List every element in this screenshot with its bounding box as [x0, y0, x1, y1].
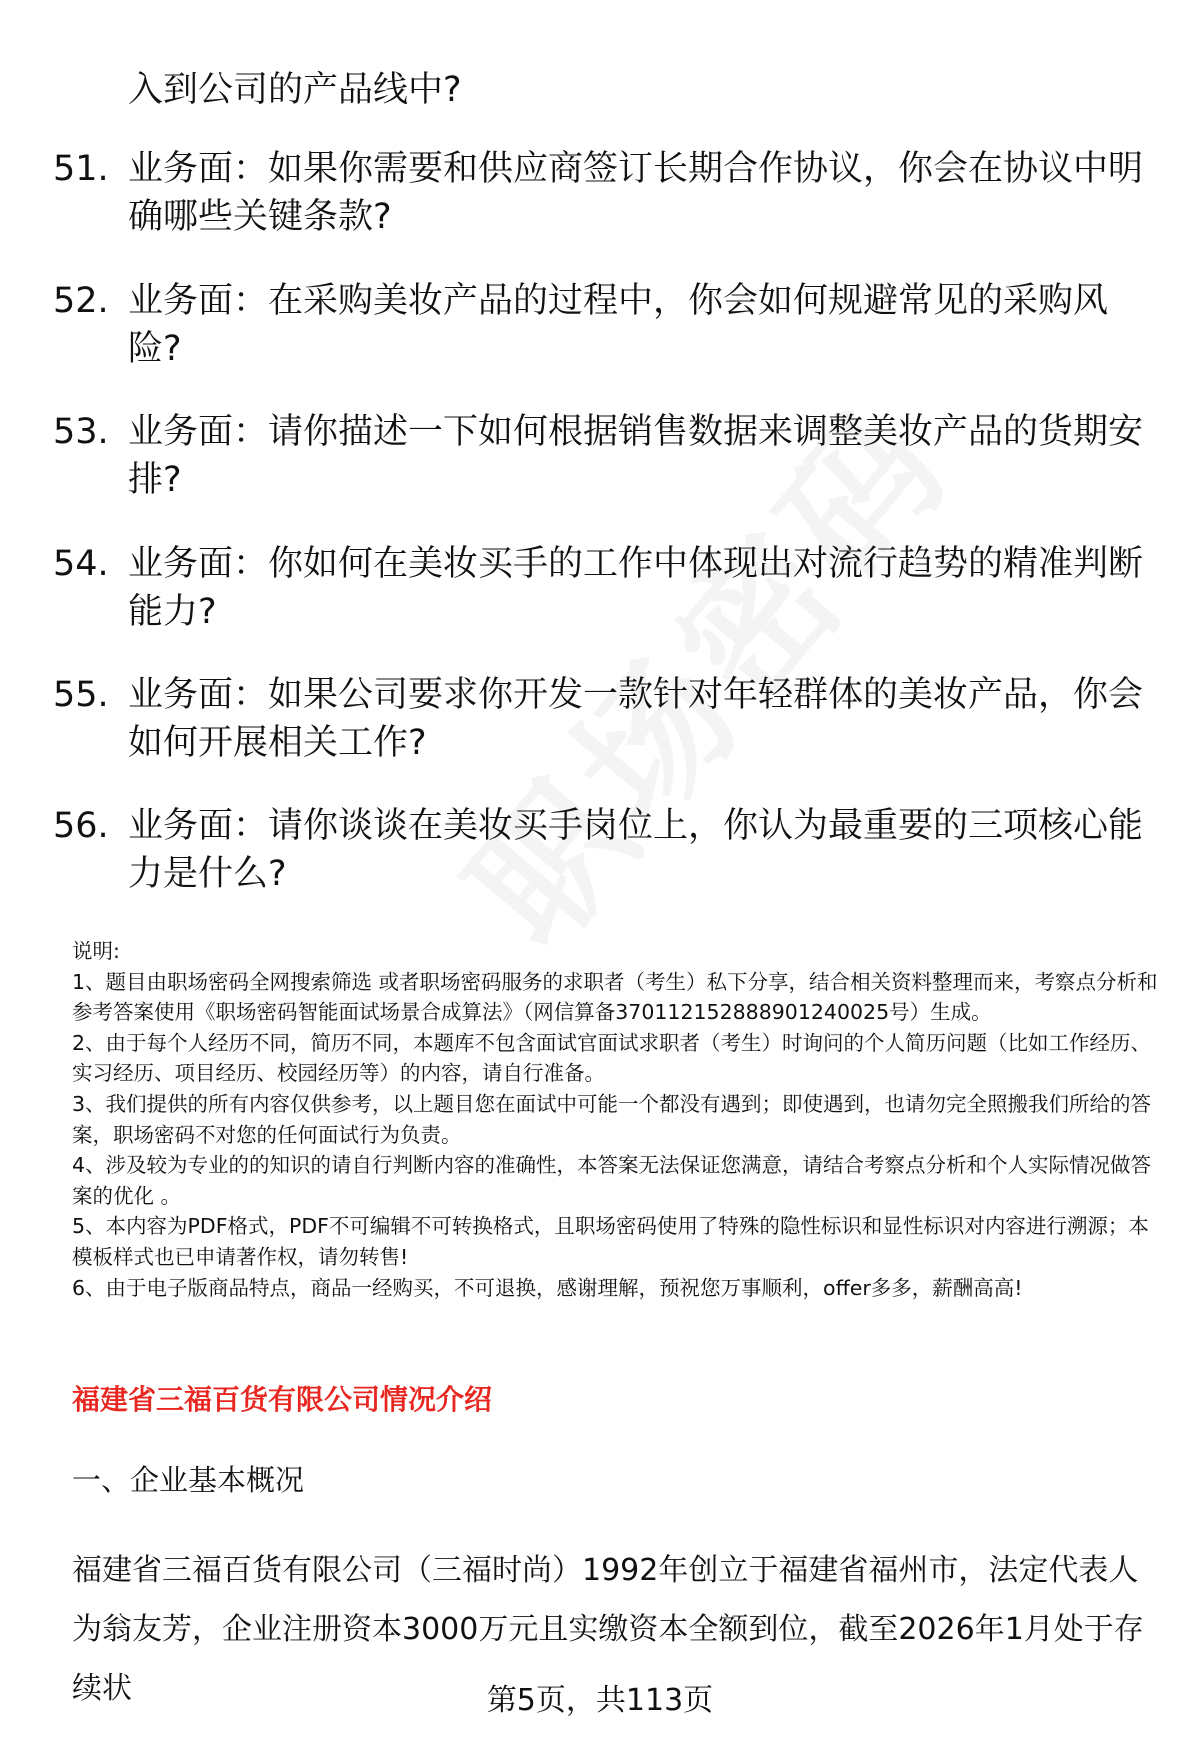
question-text: 业务面：在采购美妆产品的过程中，你会如何规避常见的采购风险?: [128, 281, 1109, 369]
notes-title: 说明:: [72, 939, 120, 963]
question-text: 业务面：请你描述一下如何根据销售数据来调整美妆产品的货期安排?: [128, 412, 1144, 500]
company-paragraph: 福建省三福百货有限公司（三福时尚）1992年创立于福建省福州市，法定代表人为翁友芳，企业注册资本3000万元且实缴资本全额到位，截至2026年1月处于存续状: [72, 1553, 1144, 1706]
note-item: 5、本内容为PDF格式，PDF不可编辑不可转换格式，且职场密码使用了特殊的隐性标识和显性标识对内容进行溯源；本模板样式也已申请著作权，请勿转售!: [72, 1214, 1149, 1269]
note-item: 2、由于每个人经历不同，简历不同，本题库不包含面试官面试求职者（考生）时询问的个人简历问题（比如工作经历、实习经历、项目经历、校园经历等）的内容，请自行准备。: [72, 1030, 1152, 1086]
question-text: 业务面：如果你需要和供应商签订长期合作协议，你会在协议中明确哪些关键条款?: [128, 149, 1144, 237]
question-text: 业务面：你如何在美妆买手的工作中体现出对流行趋势的精准判断能力?: [128, 544, 1144, 632]
question-number: 51.: [53, 149, 109, 189]
question-number: 56.: [53, 806, 109, 846]
note-item: 4、涉及较为专业的的知识的请自行判断内容的准确性，本答案无法保证您满意，请结合考察点分析和个人实际情况做答案的优化 。: [72, 1153, 1152, 1208]
page-footer: 第5页，共113页: [486, 1683, 714, 1718]
question-number: 55.: [53, 675, 109, 715]
question-text: 业务面：请你谈谈在美妆买手岗位上，你认为最重要的三项核心能力是什么?: [128, 806, 1144, 894]
question-number: 54.: [53, 544, 109, 584]
note-item: 1、题目由职场密码全网搜索筛选 或者职场密码服务的求职者（考生）私下分享，结合相关资料整理而来，考察点分析和参考答案使用《职场密码智能面试场景合成算法》（网信算备370112152888901240025号）生成。: [72, 969, 1158, 1025]
question-number: 52.: [53, 281, 109, 321]
notes-section: [72, 936, 1162, 1303]
note-item: 3、我们提供的所有内容仅供参考，以上题目您在面试中可能一个都没有遇到；即使遇到，也请勿完全照搬我们所给的答案，职场密码不对您的任何面试行为负责。: [72, 1091, 1152, 1147]
company-heading: 福建省三福百货有限公司情况介绍: [72, 1383, 493, 1416]
question-continuation: 入到公司的产品线中?: [128, 70, 462, 110]
note-item: 6、由于电子版商品特点，商品一经购买，不可退换，感谢理解，预祝您万事顺利，offer多多，薪酬高高!: [72, 1275, 1023, 1300]
section-title: 一、企业基本概况: [72, 1463, 305, 1497]
question-text: 业务面：如果公司要求你开发一款针对年轻群体的美妆产品，你会如何开展相关工作?: [128, 675, 1144, 763]
question-number: 53.: [53, 412, 109, 452]
